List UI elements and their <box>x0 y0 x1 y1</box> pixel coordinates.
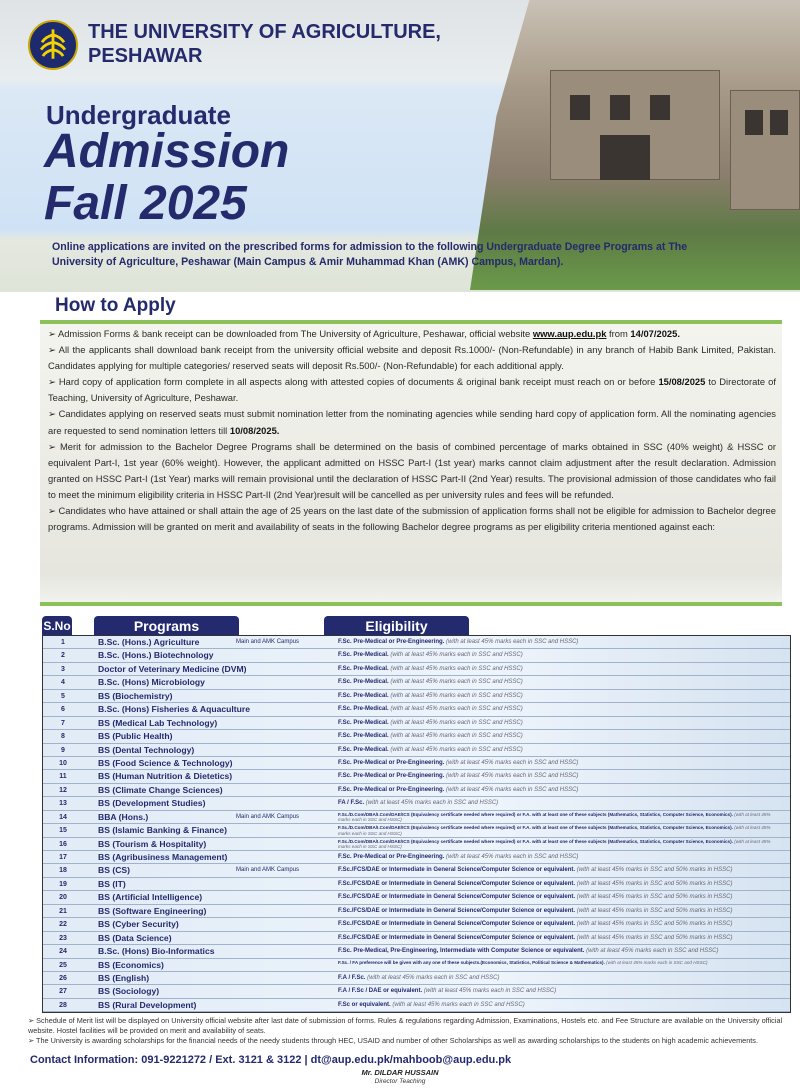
row-eligibility <box>338 812 778 823</box>
row-eligibility <box>338 636 578 649</box>
eligibility-note: (with at least 45% marks each in SSC and HSSC) <box>390 719 523 726</box>
eligibility-text: F.Sc./FCS/DAE or Intermediate in General Science/Computer Science or equivalent. <box>338 867 576 874</box>
row-sno: 11 <box>59 773 67 781</box>
row-sno: 3 <box>61 665 65 673</box>
eligibility-note: (with at least 45% marks in SSC and 50% marks in HSSC) <box>576 907 733 914</box>
table-row <box>43 972 790 985</box>
row-sno: 13 <box>59 800 67 808</box>
date: 15/08/2025 <box>658 376 706 388</box>
date: 10/08/2025. <box>229 424 280 436</box>
divider <box>40 602 782 606</box>
row-program: BS (Medical Lab Technology) <box>98 717 218 728</box>
row-program: B.Sc. (Hons) Microbiology <box>98 677 205 688</box>
title-admission: Admission <box>44 125 290 178</box>
row-eligibility <box>338 703 523 716</box>
eligibility-text: F.Sc./FCS/DAE or Intermediate in General Science/Computer Science or equivalent. <box>338 880 576 887</box>
eligibility-text: F.Sc. Pre-Medical. <box>338 652 389 659</box>
row-program: BS (Data Science) <box>98 932 172 943</box>
row-program: BBA (Hons.) <box>98 811 149 822</box>
table-row <box>43 945 790 958</box>
eligibility-note: (with at least 45% marks each in SSC and HSSC) <box>446 639 579 645</box>
row-sno: 4 <box>61 679 65 687</box>
table-row <box>43 757 790 770</box>
table-row <box>43 636 790 649</box>
eligibility-note: (with at least 45% marks in SSC and 50% marks in HSSC) <box>576 880 733 887</box>
text: ➢ Candidates applying on reserved seats must submit nomination letter from the nominating agencies while sending hard copy of application form. All the nominating agencies are requested to send nomination letters till <box>48 408 776 436</box>
row-program: BS (Software Engineering) <box>98 905 207 916</box>
programs-table <box>42 635 791 1013</box>
table-row <box>43 905 790 918</box>
row-eligibility <box>338 960 778 966</box>
row-sno: 15 <box>59 827 67 835</box>
row-sno: 12 <box>59 786 67 794</box>
row-program: BS (Artificial Intelligence) <box>98 892 203 903</box>
eligibility-text: FA / F.Sc. <box>338 800 365 807</box>
row-program: B.Sc. (Hons.) Agriculture <box>98 637 200 647</box>
eligibility-text: F.Sc./D.Com/DBA/I.Com/DAE/ICS (Equivalency certificate needed where required) or F.A. with at least one of these subjects (Mathematics, Statistics, Computer Science, Economics). <box>338 838 733 844</box>
eligibility-note: (with at least 45% marks each in SSC and HSSC) <box>390 733 523 740</box>
footer-notes <box>28 1016 790 1046</box>
eligibility-note: (with at least 45% marks each in SSC and HSSC) <box>392 1001 525 1008</box>
table-row <box>43 999 790 1012</box>
row-sno: 22 <box>59 921 67 929</box>
row-sno: 17 <box>59 854 67 861</box>
row-eligibility <box>338 649 523 662</box>
eligibility-note: (with at least 45% marks each in SSC and HSSC) <box>390 652 523 659</box>
row-program: BS (Human Nutrition & Dietetics) <box>98 771 233 782</box>
row-eligibility <box>338 932 732 945</box>
eligibility-note: (with at least 45% marks each in SSC and HSSC) <box>367 974 500 981</box>
eligibility-text: F.Sc. Pre-Medical. <box>338 665 389 672</box>
table-row <box>43 985 790 998</box>
row-program: BS (Agribusiness Management) <box>98 852 228 862</box>
row-program: BS (Food Science & Technology) <box>98 757 233 768</box>
row-program: B.Sc. (Hons) Bio-Informatics <box>98 946 215 957</box>
instruction-1 <box>48 326 776 342</box>
row-eligibility <box>338 744 523 757</box>
eligibility-note: (with at least 45% marks each in SSC and HSSC) <box>446 854 579 860</box>
eligibility-text: F.Sc. Pre-Medical or Pre-Engineering. <box>338 786 445 793</box>
signatory-designation: Director Teaching <box>374 1078 426 1085</box>
instruction-2: ➢ All the applicants shall download bank receipt from the university official website and deposit Rs.1000/- (Non-Refundable) in any branch of Habib Bank Limited, Pakistan. Candidates applying for multiple categories/ reserved seats will deposit Rs.500/- (Non-Refundable) for each additional apply. <box>48 344 776 372</box>
eligibility-note: (with at least 45% marks each in SSC and HSSC) <box>390 692 523 699</box>
row-program: BS (Cyber Security) <box>98 919 179 930</box>
eligibility-text: F.Sc./FCS/DAE or Intermediate in General Science/Computer Science or equivalent. <box>338 921 576 928</box>
university-name <box>88 20 441 68</box>
row-sno: 1 <box>61 639 65 646</box>
eligibility-note: (with at least 45% marks each in SSC and HSSC) <box>338 811 771 823</box>
header-sno: S.No <box>42 616 72 636</box>
row-sno: 24 <box>59 948 67 956</box>
row-eligibility <box>338 770 578 783</box>
table-row <box>43 864 790 877</box>
website-link[interactable]: www.aup.edu.pk <box>532 328 607 339</box>
row-eligibility <box>338 918 732 931</box>
row-campus: Main and AMK Campus <box>236 813 300 820</box>
row-program: BS (Economics) <box>98 959 164 970</box>
table-row <box>43 878 790 891</box>
eligibility-note: (with at least 45% marks each in SSC and HSSC) <box>390 679 523 686</box>
table-row <box>43 838 790 851</box>
row-sno: 21 <box>59 907 67 915</box>
eligibility-text: F.A / F.Sc / DAE or equivalent. <box>338 988 423 995</box>
row-campus: Main and AMK Campus <box>236 867 300 874</box>
row-program: BS (Dental Technology) <box>98 744 195 755</box>
eligibility-note: (with at least 45% marks each in SSC and HSSC) <box>390 706 523 713</box>
table-row <box>43 959 790 972</box>
table-row <box>43 797 790 810</box>
how-to-apply-heading: How to Apply <box>55 295 176 316</box>
table-row <box>43 730 790 743</box>
row-sno: 26 <box>59 974 67 982</box>
row-eligibility <box>338 757 578 770</box>
row-eligibility <box>338 905 732 918</box>
eligibility-text: F.Sc. Pre-Medical. <box>338 692 389 699</box>
table-row <box>43 744 790 757</box>
row-eligibility <box>338 985 556 998</box>
date: 14/07/2025. <box>630 328 680 339</box>
instruction-4 <box>48 406 776 438</box>
row-sno: 9 <box>61 746 65 754</box>
row-campus: Main and AMK Campus <box>236 639 300 645</box>
eligibility-text: F.Sc. Pre-Medical or Pre-Engineering. <box>338 854 445 860</box>
eligibility-text: F.Sc. Pre-Medical, Pre-Engineering, Intermediate with Computer Science or equivalent. <box>338 948 585 955</box>
eligibility-note: (with at least 45% marks each in SSC and HSSC) <box>390 746 523 753</box>
table-row <box>43 932 790 945</box>
row-sno: 10 <box>59 759 67 767</box>
signatory-name: Mr. DILDAR HUSSAIN <box>361 1068 439 1077</box>
row-eligibility <box>338 663 523 676</box>
row-sno: 16 <box>59 840 67 848</box>
row-eligibility <box>338 797 498 810</box>
row-program: Doctor of Veterinary Medicine (DVM) <box>98 663 247 674</box>
eligibility-text: F.Sc./D.Com/DBA/I.Com/DAE/ICS (Equivalency certificate needed where required) or F.A. with at least one of these subjects (Mathematics, Statistics, Computer Science, Economics). <box>338 825 733 831</box>
row-sno: 2 <box>61 652 65 660</box>
row-sno: 27 <box>59 988 67 996</box>
table-row <box>43 851 790 864</box>
row-eligibility <box>338 851 578 864</box>
row-eligibility <box>338 972 500 985</box>
university-line1: THE UNIVERSITY OF AGRICULTURE, <box>88 21 441 43</box>
eligibility-text: F.Sc. Pre-Medical. <box>338 719 389 726</box>
row-program: BS (CS) <box>98 865 130 876</box>
text: from <box>606 328 631 339</box>
row-eligibility <box>338 825 778 836</box>
text: to Directorate of Teaching, University of Agriculture, Peshawar. <box>48 376 776 404</box>
footer-note-1: ➢ Schedule of Merit list will be displayed on University official website after last date of submission of forms. Rules & regulations regarding Admission, Examinations, Hostels etc. and Fee Structure are available on the University official website. Hostel facilities will be provided on merit and availability of seats. <box>28 1016 783 1035</box>
eligibility-text: F.Sc or equivalent. <box>338 1001 391 1008</box>
row-eligibility <box>338 891 732 904</box>
row-eligibility <box>338 864 732 877</box>
row-sno: 19 <box>59 880 67 888</box>
row-eligibility <box>338 730 523 743</box>
row-program: BS (Rural Development) <box>98 999 197 1010</box>
row-sno: 28 <box>59 1001 67 1009</box>
title-undergraduate: Undergraduate <box>46 100 231 130</box>
row-program: BS (Biochemistry) <box>98 690 173 701</box>
table-row <box>43 717 790 730</box>
intro-text: Online applications are invited on the prescribed forms for admission to the following Undergraduate Degree Programs at The University of Agriculture, Peshawar (Main Campus & Amir Muhammad Khan (AMK) Campus, Mardan). <box>52 241 688 268</box>
row-sno: 7 <box>61 719 65 727</box>
eligibility-text: F.Sc. Pre-Medical or Pre-Engineering. <box>338 759 445 766</box>
eligibility-note: (with at least 45% marks each in SSC and HSSC) <box>390 665 523 672</box>
instruction-3 <box>48 374 776 406</box>
table-row <box>43 690 790 703</box>
row-program: BS (Development Studies) <box>98 798 206 809</box>
eligibility-text: F.Sc. Pre-Medical. <box>338 746 389 753</box>
how-to-apply-body <box>40 324 782 602</box>
eligibility-note: (with at least 45% marks in SSC and 50% marks in HSSC) <box>576 867 733 874</box>
row-sno: 25 <box>59 961 67 969</box>
eligibility-text: F.Sc./FCS/DAE or Intermediate in General Science/Computer Science or equivalent. <box>338 894 576 901</box>
instruction-5: ➢ Merit for admission to the Bachelor Degree Programs shall be determined on the basis of combined percentage of marks obtained in SSC (40% weight) & HSSC or equivalent Part-I, 1st year (60% weight). However, the applicant admitted on HSSC Part-I (1st year) marks cannot claim adjustment after the result declaration. Admission granted on HSSC Part-I (1st Year) marks will remain provisional until the declaration of HSSC Part-II (2nd Year) results. The provisional admission of those candidates who fail to meet the minimum eligibility criteria in HSSC Part-II (2nd Year)result will be cancelled as per university rules and fees will be refunded. <box>48 440 776 500</box>
table-row <box>43 824 790 837</box>
eligibility-text: F.Sc./FCS/DAE or Intermediate in General Science/Computer Science or equivalent. <box>338 934 576 941</box>
eligibility-note: (with at least 45% marks each in SSC and HSSC) <box>338 825 771 836</box>
eligibility-text: F.Sc. Pre-Medical or Pre-Engineering. <box>338 639 445 645</box>
table-row <box>43 891 790 904</box>
table-row <box>43 676 790 689</box>
university-line2: PESHAWAR <box>88 45 203 67</box>
table-row <box>43 649 790 662</box>
row-eligibility <box>338 676 523 689</box>
header-banner <box>0 0 800 292</box>
row-program: BS (English) <box>98 972 150 983</box>
eligibility-note: (with at least 45% marks each in SSC and HSSC) <box>338 838 771 850</box>
row-eligibility <box>338 878 732 891</box>
table-row <box>43 811 790 824</box>
eligibility-note: (with at least 45% marks each in SSC and HSSC) <box>586 948 719 955</box>
row-sno: 23 <box>59 934 67 942</box>
university-logo <box>28 20 78 70</box>
eligibility-note: (with at least 45% marks each in SSC and HSSC) <box>606 959 708 965</box>
row-sno: 6 <box>61 706 65 714</box>
row-sno: 8 <box>61 733 65 741</box>
table-row <box>43 770 790 783</box>
eligibility-text: F.Sc. Pre-Medical. <box>338 706 389 713</box>
instruction-6: ➢ Candidates who have attained or shall attain the age of 25 years on the last date of the submission of application forms shall not be eligible for admission to Bachelor degree programs. Admission will be granted on merit and availability of seats in the following Bachelor degree programs as per eligibility criteria mentioned against each: <box>48 505 776 533</box>
row-program: BS (IT) <box>98 878 126 889</box>
eligibility-text: F.A / F.Sc. <box>338 974 366 981</box>
row-eligibility <box>338 784 578 797</box>
eligibility-text: F.Sc. Pre-Medical or Pre-Engineering. <box>338 773 445 780</box>
header-eligibility: Eligibility <box>324 616 469 636</box>
table-row <box>43 663 790 676</box>
text: ➢ Admission Forms & bank receipt can be downloaded from The University of Agriculture, Peshawar, official website <box>48 328 533 339</box>
table-row <box>43 784 790 797</box>
row-eligibility <box>338 717 523 730</box>
row-program: BS (Tourism & Hospitality) <box>98 838 207 849</box>
eligibility-note: (with at least 45% marks each in SSC and HSSC) <box>446 759 579 766</box>
row-eligibility <box>338 945 718 958</box>
eligibility-note: (with at least 45% marks each in SSC and HSSC) <box>446 773 579 780</box>
contact-info: Contact Information: 091-9221272 / Ext. 3121 & 3122 | dt@aup.edu.pk/mahboob@aup.edu.pk <box>30 1054 512 1066</box>
eligibility-text: F.Sc. / FA preference will be given with any one of these subjects.(Economics, Statistics, Political Science & Mathematics). <box>338 959 605 965</box>
row-program: BS (Climate Change Sciences) <box>98 784 223 795</box>
row-program: BS (Public Health) <box>98 731 173 742</box>
eligibility-text: F.Sc./FCS/DAE or Intermediate in General Science/Computer Science or equivalent. <box>338 907 576 914</box>
eligibility-text: F.Sc./D.Com/DBA/I.Com/DAE/ICS (Equivalency certificate needed where required) or F.A. with at least one of these subjects (Mathematics, Statistics, Computer Science, Economics). <box>338 811 733 817</box>
eligibility-text: F.Sc. Pre-Medical. <box>338 679 389 686</box>
row-eligibility <box>338 839 778 850</box>
row-program: B.Sc. (Hons) Fisheries & Aquaculture <box>98 704 251 715</box>
table-row <box>43 703 790 716</box>
title-fall-2025: Fall 2025 <box>44 177 247 230</box>
row-program: BS (Sociology) <box>98 986 160 997</box>
row-eligibility <box>338 690 523 703</box>
row-program: BS (Islamic Banking & Finance) <box>98 825 227 836</box>
row-sno: 18 <box>59 867 67 875</box>
text: ➢ Hard copy of application form complete in all aspects along with attested copies of documents & original bank receipt must reach on or before <box>48 376 659 388</box>
row-program: B.Sc. (Hons.) Biotechnology <box>98 650 214 661</box>
eligibility-text: F.Sc. Pre-Medical. <box>338 733 389 740</box>
row-eligibility <box>338 999 525 1012</box>
header-programs: Programs <box>94 616 239 636</box>
eligibility-note: (with at least 45% marks each in SSC and HSSC) <box>365 800 499 807</box>
row-sno: 20 <box>59 894 67 902</box>
eligibility-note: (with at least 45% marks in SSC and 50% marks in HSSC) <box>576 921 733 928</box>
footer-note-2: ➢ The University is awarding scholarships for the financial needs of the needy students through HEC, USAID and number of other Scholarships as well as awarding scholarships to the students on high academic achievements. <box>28 1036 758 1045</box>
row-sno: 14 <box>59 813 67 821</box>
eligibility-note: (with at least 45% marks each in SSC and HSSC) <box>446 786 579 793</box>
table-row <box>43 918 790 931</box>
eligibility-note: (with at least 45% marks in SSC and 50% marks in HSSC) <box>576 934 733 941</box>
eligibility-note: (with at least 45% marks in SSC and 50% marks in HSSC) <box>576 894 733 901</box>
eligibility-note: (with at least 45% marks each in SSC and HSSC) <box>423 988 557 995</box>
row-sno: 5 <box>61 692 65 700</box>
